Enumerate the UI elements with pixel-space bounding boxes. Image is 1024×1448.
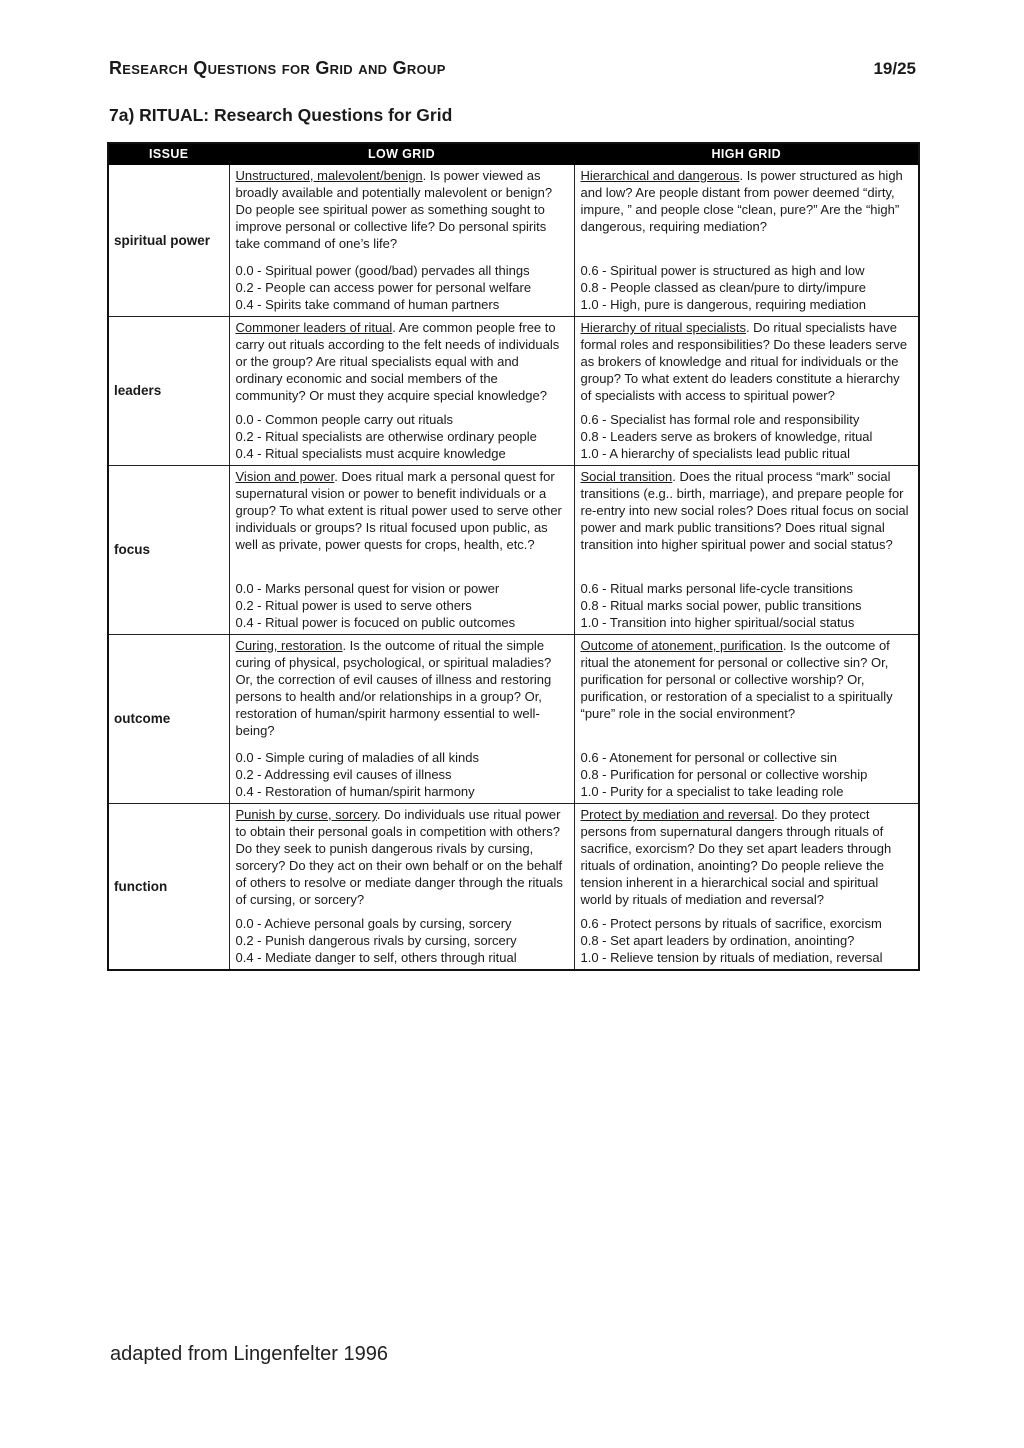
scale-list (581, 262, 913, 313)
lead-phrase: Vision and power (235, 469, 335, 484)
scale-line: 0.4 - Restoration of human/spirit harmony (235, 784, 475, 799)
low-grid-cell (229, 317, 574, 466)
column-header-issue: ISSUE (108, 143, 229, 165)
scale-line: 0.8 - People classed as clean/pure to dirty/impure (580, 280, 866, 295)
low-grid-cell (229, 466, 574, 635)
lead-phrase: Protect by mediation and reversal (580, 807, 775, 822)
scale-line: 0.6 - Specialist has formal role and responsibility (580, 412, 860, 427)
cell-body-text: . Are common people free to carry out rituals according to the felt needs of individuals or the group? Are ritual specialists equal with and ordinary economic and social members of the community? Or must they acquire special knowledge? (235, 320, 560, 403)
cell-paragraph (236, 806, 568, 908)
scale-line: 0.6 - Ritual marks personal life-cycle transitions (580, 581, 853, 596)
lead-phrase: Unstructured, malevolent/benign (235, 168, 423, 183)
scale-list (236, 580, 568, 631)
scale-line: 0.2 - Ritual power is used to serve others (235, 598, 472, 613)
scale-line: 0.8 - Purification for personal or collective worship (580, 767, 868, 782)
scale-list (581, 915, 913, 966)
issue-label: outcome (108, 635, 229, 804)
scale-line: 0.4 - Mediate danger to self, others through ritual (235, 950, 517, 965)
issue-label: focus (108, 466, 229, 635)
page-number: 19/25 (873, 59, 916, 78)
document-header (107, 58, 918, 79)
high-grid-cell (574, 635, 919, 804)
scale-line: 1.0 - Purity for a specialist to take leading role (580, 784, 844, 799)
cell-paragraph (581, 167, 913, 235)
cell-body-text: . Is power viewed as broadly available and potentially malevolent or benign? Do people see spiritual power as something sought to improve personal or collective life? Do personal spirits take command of one’s life? (235, 168, 553, 251)
cell-body-text: . Is power structured as high and low? Are people distant from power deemed “dirty, impure, ” and people close “clean, pure?” Are the “high” dangerous, requiring mediation? (580, 168, 903, 234)
scale-line: 0.0 - Common people carry out rituals (235, 412, 453, 427)
high-grid-cell (574, 804, 919, 971)
cell-body-text: . Is the outcome of ritual the atonement for personal or collective sin? Or, purification for personal or collective worship? Or, purification, or restoration of a specialist to a spiritually “pure” role in the social environment? (580, 638, 893, 721)
scale-list (236, 262, 568, 313)
lead-phrase: Outcome of atonement, purification (580, 638, 783, 653)
scale-list (236, 749, 568, 800)
low-grid-cell (229, 635, 574, 804)
scale-line: 0.2 - Ritual specialists are otherwise ordinary people (235, 429, 537, 444)
cell-body-text: . Is the outcome of ritual the simple curing of physical, psychological, or spiritual maladies? Or, the correction of evil causes of illness and restoring persons to health and/or relationships in a group? Or, restoration of human/spirit harmony essential to well-being? (235, 638, 552, 738)
cell-paragraph (581, 468, 913, 553)
cell-body-text: . Does the ritual process “mark” social transitions (e.g.. birth, marriage), and prepare people for re-entry into new social roles? Does ritual focus on social power and mark public transitions? Does ritual signal transition into higher spiritual power and social status? (580, 469, 909, 552)
scale-line: 0.4 - Ritual power is focuced on public outcomes (235, 615, 516, 630)
high-grid-cell (574, 317, 919, 466)
scale-line: 0.0 - Spiritual power (good/bad) pervades all things (235, 263, 530, 278)
scale-line: 0.0 - Achieve personal goals by cursing, sorcery (235, 916, 512, 931)
table-row-leaders (108, 317, 919, 466)
table-row-spiritual-power (108, 165, 919, 317)
table-row-function (108, 804, 919, 971)
section-title: 7a) RITUAL: Research Questions for Grid (109, 105, 453, 125)
cell-body-text: . Do ritual specialists have formal roles and responsibilities? Do these leaders serve as brokers of knowledge and ritual for individuals or the group? To what extent do leaders constitute a hierarchy of specialists with access to spiritual power? (580, 320, 908, 403)
scale-list (236, 915, 568, 966)
research-questions-table (107, 142, 920, 971)
scale-line: 0.8 - Ritual marks social power, public transitions (580, 598, 862, 613)
cell-paragraph (236, 637, 568, 739)
scale-line: 0.4 - Spirits take command of human partners (235, 297, 500, 312)
scale-list (581, 411, 913, 462)
high-grid-cell (574, 165, 919, 317)
low-grid-cell (229, 165, 574, 317)
lead-phrase: Commoner leaders of ritual (235, 320, 393, 335)
scale-line: 1.0 - Relieve tension by rituals of mediation, reversal (580, 950, 883, 965)
cell-body-text: . Does ritual mark a personal quest for supernatural vision or power to benefit individuals or a group? To what extent is ritual power used to serve other individuals or groups? Is ritual focused upon public, as well as private, power quests for crops, health, etc.? (235, 469, 562, 552)
issue-label: spiritual power (108, 165, 229, 317)
table-row-outcome (108, 635, 919, 804)
scale-line: 0.2 - Punish dangerous rivals by cursing, sorcery (235, 933, 517, 948)
cell-paragraph (581, 806, 913, 908)
cell-paragraph (236, 468, 568, 553)
lead-phrase: Social transition (580, 469, 673, 484)
scale-line: 0.2 - Addressing evil causes of illness (235, 767, 452, 782)
source-citation: adapted from Lingenfelter 1996 (110, 1343, 388, 1365)
cell-body-text: . Do individuals use ritual power to obtain their personal goals in competition with others? Do they seek to punish dangerous rivals by cursing, sorcery? Do they act on their own behalf or on the behalf of others to resolve or mediate danger through the rituals of cursing, or sorcery? (235, 807, 563, 907)
scale-line: 1.0 - A hierarchy of specialists lead public ritual (580, 446, 851, 461)
column-header-low-grid: LOW GRID (229, 143, 574, 165)
table-row-focus (108, 466, 919, 635)
scale-line: 0.8 - Set apart leaders by ordination, anointing? (580, 933, 855, 948)
low-grid-cell (229, 804, 574, 971)
lead-phrase: Hierarchy of ritual specialists (580, 320, 746, 335)
scale-line: 0.8 - Leaders serve as brokers of knowledge, ritual (580, 429, 873, 444)
scale-line: 0.6 - Spiritual power is structured as high and low (580, 263, 865, 278)
scale-line: 0.6 - Protect persons by rituals of sacrifice, exorcism (580, 916, 882, 931)
cell-paragraph (236, 319, 568, 404)
scale-list (581, 580, 913, 631)
lead-phrase: Punish by curse, sorcery (235, 807, 377, 822)
scale-line: 0.0 - Marks personal quest for vision or power (235, 581, 500, 596)
cell-paragraph (581, 637, 913, 722)
cell-body-text: . Do they protect persons from supernatural dangers through rituals of sacrifice, exorcism? Do they set apart leaders through rituals of ordination, anointing? Do people relieve the tension inherent in a hierarchical social and spiritual world by rituals of mediation and reversal? (580, 807, 892, 907)
scale-list (581, 749, 913, 800)
issue-label: leaders (108, 317, 229, 466)
header-title: Research Questions for Grid and Group (109, 58, 446, 78)
column-header-high-grid: HIGH GRID (574, 143, 919, 165)
lead-phrase: Hierarchical and dangerous (580, 168, 740, 183)
scale-line: 0.2 - People can access power for personal welfare (235, 280, 532, 295)
issue-label: function (108, 804, 229, 971)
scale-line: 0.6 - Atonement for personal or collective sin (580, 750, 838, 765)
scale-line: 0.4 - Ritual specialists must acquire knowledge (235, 446, 506, 461)
scale-line: 1.0 - High, pure is dangerous, requiring mediation (580, 297, 866, 312)
scale-line: 0.0 - Simple curing of maladies of all kinds (235, 750, 480, 765)
cell-paragraph (236, 167, 568, 252)
scale-list (236, 411, 568, 462)
scale-line: 1.0 - Transition into higher spiritual/social status (580, 615, 855, 630)
lead-phrase: Curing, restoration (235, 638, 343, 653)
table-header-row (108, 143, 919, 165)
high-grid-cell (574, 466, 919, 635)
cell-paragraph (581, 319, 913, 404)
